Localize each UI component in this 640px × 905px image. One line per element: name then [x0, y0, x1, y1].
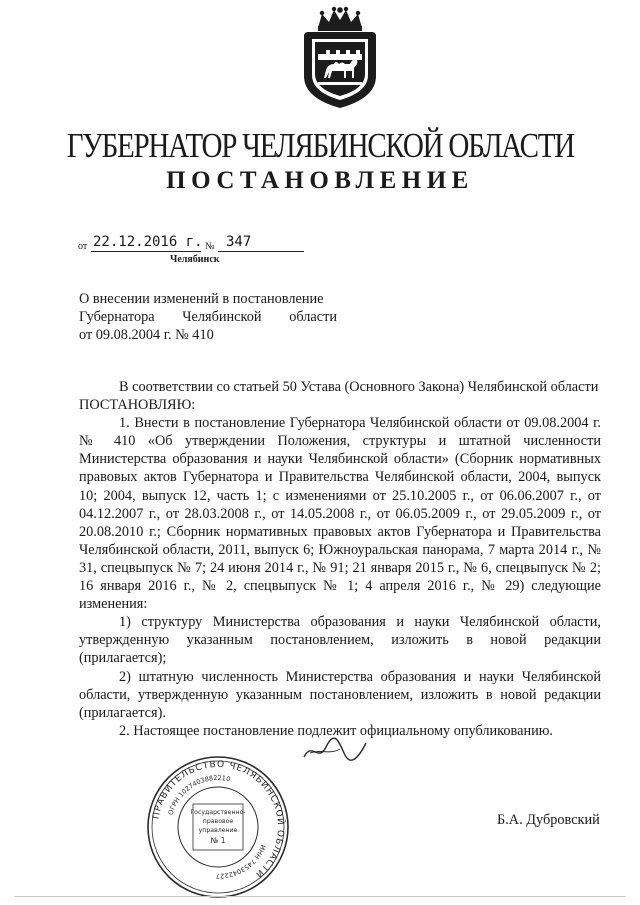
- date-number-row: [78, 234, 318, 254]
- date-prefix: от: [78, 241, 88, 252]
- document-body: [79, 378, 601, 740]
- resolves-heading: ПОСТАНОВЛЯЮ:: [79, 397, 196, 414]
- stamp-inn-text: ИНН 7453042227: [215, 843, 268, 881]
- organization-title: ГУБЕРНАТОР ЧЕЛЯБИНСКОЙ ОБЛАСТИ: [66, 126, 574, 165]
- number-underline: [218, 251, 304, 252]
- clause-1-paragraph: 1. Внести в постановление Губернатора Челябинской области от 09.08.2004 г. № 410 «Об утверждении Положения, структуры и штатной численности Министерства образования и науки Челябинской области» (Сборник нормативных правовых актов Губернатора и Правительства Челябинской области, 2004, выпуск 10; 2004, выпуск 12, часть 1; с изменениями от 25.10.2005 г., от 06.06.2007 г., от 04.12.2007 г., от 28.03.2008 г., от 14.05.2008 г., от 06.05.2009 г., от 29.05.2009 г., от 20.08.2010 г.; Сборник нормативных правовых актов Губернатора и Правительства Челябинской области, 2011, выпуск 6; Южноуральская панорама, 7 марта 2014 г., № 31, спецвыпуск № 7; 24 июня 2014 г., № 91; 21 января 2015 г., № 6, спецвыпуск № 2; 16 января 2016 г., № 2, спецвыпуск № 1; 4 апреля 2016 г., № 29) следующие изменения:: [79, 415, 601, 613]
- stamp-inner-line: № 1: [210, 836, 226, 845]
- document-date: 22.12.2016 г.: [93, 234, 203, 250]
- stamp-inner-line: правовое: [202, 818, 234, 825]
- city-label: Челябинск: [170, 254, 220, 265]
- stamp-outer-text: ПРАВИТЕЛЬСТВО ЧЕЛЯБИНСКОЙ ОБЛАСТИ: [151, 759, 286, 880]
- signatory-name: Б.А. Дубровский: [497, 812, 600, 828]
- handwritten-signature-icon: [300, 735, 370, 765]
- stamp-ogrn-text: ОГРН 1027403882210: [166, 773, 232, 816]
- subject-line: О внесении изменений в постановление: [79, 291, 324, 307]
- clause-1-1-paragraph: 1) структуру Министерства образования и науки Челябинской области, утвержденную указанным постановлением, изложить в новой редакции (прилагается);: [79, 614, 601, 667]
- coat-of-arms-icon: [296, 6, 384, 110]
- number-prefix: №: [205, 241, 215, 252]
- stamp-inner-line: Государственно-: [190, 809, 246, 816]
- document-subject: [79, 290, 337, 344]
- clause-2-paragraph: 2. Настоящее постановление подлежит официальному опубликованию.: [119, 722, 554, 739]
- date-underline: [91, 251, 201, 252]
- subject-line: от 09.08.2004 г. № 410: [79, 327, 214, 343]
- document-number: 347: [226, 234, 252, 250]
- page-bottom-edge: [14, 896, 626, 897]
- subject-line: Губернатора Челябинской области: [79, 309, 337, 325]
- stamp-inner-line: управление: [198, 827, 238, 834]
- document-type-heading: ПОСТАНОВЛЕНИЕ: [166, 167, 474, 194]
- official-seal-stamp: [145, 754, 291, 900]
- preamble-paragraph: В соответствии со статьей 50 Устава (Основного Закона) Челябинской области: [119, 379, 599, 395]
- clause-1-2-paragraph: 2) штатную численность Министерства образования и науки Челябинской области, утвержденную указанным постановлением, изложить в новой редакции (прилагается).: [79, 668, 601, 721]
